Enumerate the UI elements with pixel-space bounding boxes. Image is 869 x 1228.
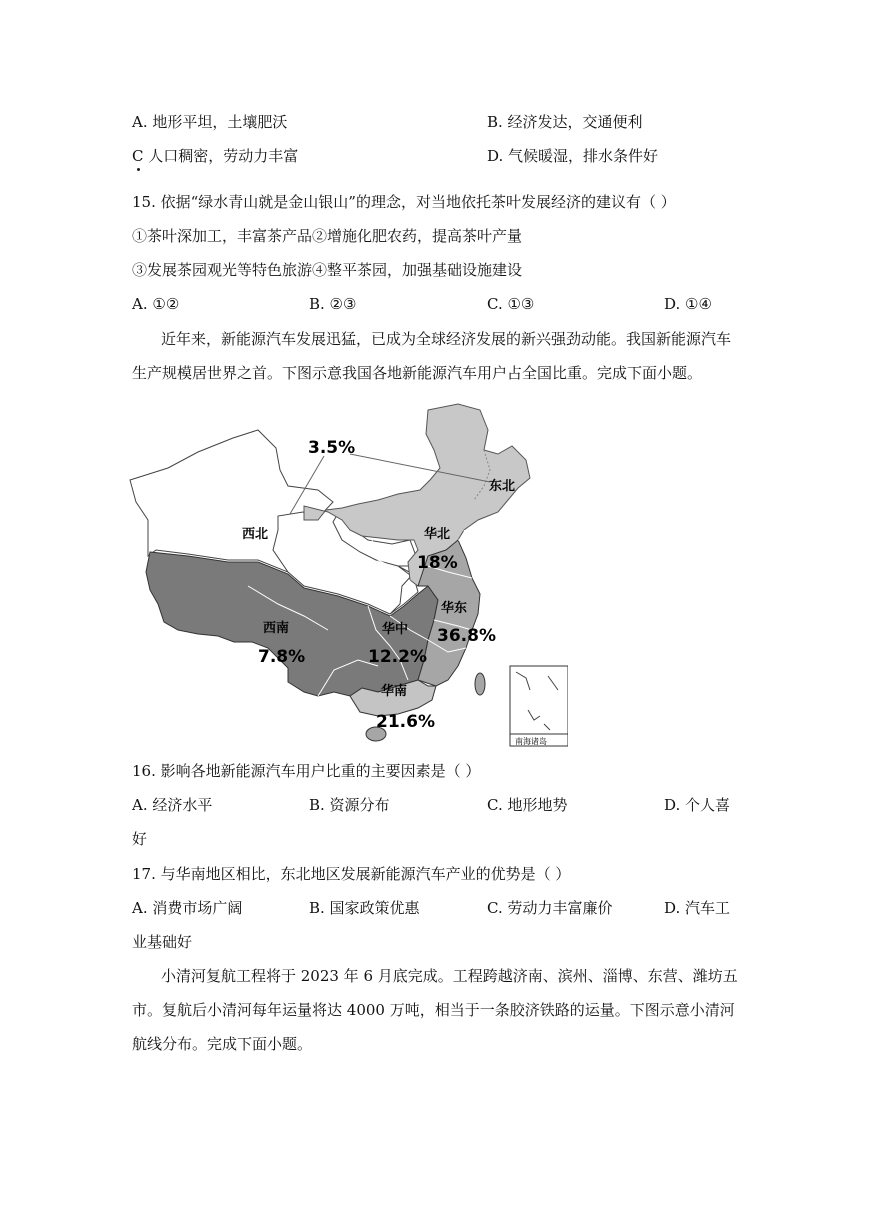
q17-stem: 17. 与华南地区相比，东北地区发展新能源汽车产业的优势是（ ） xyxy=(132,865,571,883)
taiwan-island xyxy=(475,673,485,695)
q15-option-d: D. ①④ xyxy=(664,295,712,313)
q16-option-a: A. 经济水平 xyxy=(132,796,213,814)
label-north-pct: 18% xyxy=(417,553,458,573)
q14-option-c: C 人口稠密，劳动力丰富 xyxy=(132,147,299,165)
label-south-pct: 21.6% xyxy=(376,712,435,732)
passage1-line1: 近年来，新能源汽车发展迅猛，已成为全球经济发展的新兴强劲动能。我国新能源汽车 xyxy=(161,330,732,348)
q15-stem: 15. 依据“绿水青山就是金山银山”的理念，对当地依托茶叶发展经济的建议有（ ） xyxy=(132,193,676,211)
inset-label: 南海诸岛 xyxy=(515,737,547,746)
map-svg xyxy=(128,390,568,748)
label-east-pct: 36.8% xyxy=(437,626,496,646)
q17-option-a: A. 消费市场广阔 xyxy=(132,899,243,917)
q16-option-c: C. 地形地势 xyxy=(487,796,568,814)
q17-option-b: B. 国家政策优惠 xyxy=(309,899,420,917)
label-southwest-pct: 7.8% xyxy=(258,647,306,667)
label-south: 华南 xyxy=(381,684,408,699)
q14-option-a: A. 地形平坦，土壤肥沃 xyxy=(132,113,288,131)
q17-option-d-wrap: 业基础好 xyxy=(132,933,193,951)
q15-option-c: C. ①③ xyxy=(487,295,535,313)
passage1-line2: 生产规模居世界之首。下图示意我国各地新能源汽车用户占全国比重。完成下面小题。 xyxy=(132,364,703,382)
q15-line1: ①茶叶深加工，丰富茶产品②增施化肥农药，提高茶叶产量 xyxy=(132,227,523,245)
q15-option-b: B. ②③ xyxy=(309,295,357,313)
q16-stem: 16. 影响各地新能源汽车用户比重的主要因素是（ ） xyxy=(132,762,481,780)
q14-option-d: D. 气候暖湿，排水条件好 xyxy=(487,147,659,165)
label-northeast: 东北 xyxy=(489,479,516,494)
china-nev-map xyxy=(128,390,568,748)
q16-option-b: B. 资源分布 xyxy=(309,796,390,814)
q15-line2: ③发展茶园观光等特色旅游④整平茶园，加强基础设施建设 xyxy=(132,261,523,279)
passage2-line3: 航线分布。完成下面小题。 xyxy=(132,1035,313,1053)
label-southwest: 西南 xyxy=(263,621,290,636)
label-north: 华北 xyxy=(424,527,451,542)
stray-dot xyxy=(137,168,140,171)
q14-option-b: B. 经济发达，交通便利 xyxy=(487,113,643,131)
label-central: 华中 xyxy=(382,622,409,637)
q17-option-d: D. 汽车工 xyxy=(664,899,731,917)
passage2-line2: 市。复航后小清河每年运量将达 4000 万吨，相当于一条胶济铁路的运量。下图示意小清河 xyxy=(132,1001,735,1019)
label-east: 华东 xyxy=(441,601,468,616)
q16-option-d: D. 个人喜 xyxy=(664,796,731,814)
q16-option-d-wrap: 好 xyxy=(132,830,148,848)
q15-option-a: A. ①② xyxy=(132,295,180,313)
label-northwest: 西北 xyxy=(242,527,269,542)
passage2-line1: 小清河复航工程将于 2023 年 6 月底完成。工程跨越济南、滨州、淄博、东营、潍坊五 xyxy=(161,967,738,985)
label-northwest-pct: 3.5% xyxy=(308,438,356,458)
q17-option-c: C. 劳动力丰富廉价 xyxy=(487,899,613,917)
label-central-pct: 12.2% xyxy=(368,647,427,667)
